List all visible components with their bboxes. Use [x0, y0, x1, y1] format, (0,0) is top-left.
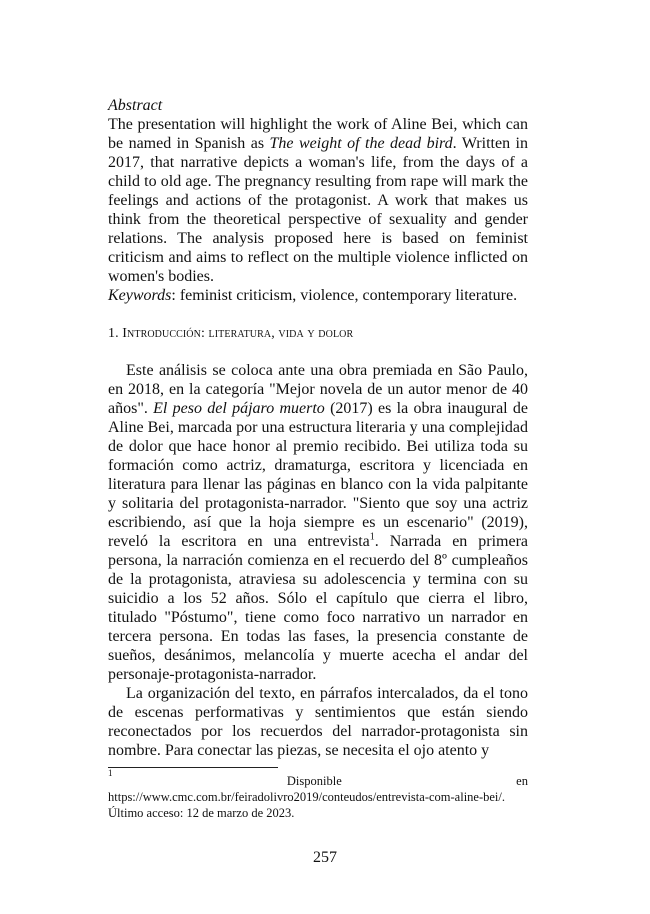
paragraph1-part3: . Narrada en primera persona, la narración comienza en el recuerdo del 8º cumpleaños de la protagonista, atraviesa su adolescencia y termina con su suicidio a los 52 años. Sólo el capítulo que cierra el libro, titulado "Póstumo", tiene como foco narrativo un narrador en tercera persona. En todas las fases, la presencia constante de sueños, desánimos, melancolía y muerte acecha el andar del personaje-protagonista-narrador.: [108, 533, 528, 683]
abstract-text-part1: The presentation will highlight the work of Aline Bei, which can be named in Spanish as: [108, 116, 528, 152]
footnote-url-text[interactable]: https://www.cmc.com.br/feiradolivro2019/conteudos/entrevista-com-aline-bei/. Último acceso: 12 de marzo de 2023.: [108, 790, 505, 820]
paragraph1-part1: Este análisis se coloca ante una obra premiada en São Paulo, en 2018, en la categoría "Mejor novela de un autor menor de 40 años".: [108, 362, 528, 417]
paragraph1-part2: (2017) es la obra inaugural de Aline Bei, marcada por una estructura literaria y una complejidad de dolor que hace honor al premio recibido. Bei utiliza toda su formación como actriz, dramaturga, escritora y licenciada en literatura para llenar las páginas en blanco con la vida palpitante y solitaria del protagonista-narrador. "Siento que soy una actriz escribiendo, así que la hoja siempre es un escenario" (2019), reveló la escritora en una entrevista: [108, 400, 529, 550]
page-content: [108, 96, 528, 760]
section-title: 1. Introducción: literatura, vida y dolor: [108, 326, 354, 341]
footnote-divider: [108, 767, 278, 768]
body-paragraph-1: [108, 361, 528, 684]
page-number: 257: [313, 849, 337, 866]
footnote-word-en: en: [516, 774, 528, 788]
footnote-reference[interactable]: 1: [369, 531, 375, 543]
keywords-label: Keywords: [108, 287, 172, 304]
paragraph1-book-title: El peso del pájaro muerto: [153, 400, 325, 417]
keywords-line: [108, 286, 528, 305]
abstract-text-part2: . Written in 2017, that narrative depicts a woman's life, from the days of a child to old age. The pregnancy resulting from rape will mark the feelings and actions of the protagonist. A work that makes us think from the theoretical perspective of sexuality and gender relations. The analysis proposed here is based on feminist criticism and aims to reflect on the multiple violence inflicted on women's bodies.: [108, 135, 528, 285]
keywords-text: : feminist criticism, violence, contemporary literature.: [171, 287, 518, 304]
abstract-text: [108, 115, 528, 286]
footnote-first-line: [108, 768, 528, 789]
abstract-book-title: The weight of the dead bird: [269, 135, 453, 152]
footnote: [108, 768, 528, 821]
body-paragraph-2: La organización del texto, en párrafos intercalados, da el tono de escenas performativas y sentimientos que están siendo reconectados por los recuerdos del narrador-protagonista sin nombre. Para conectar las piezas, se necesita el ojo atento y: [108, 685, 528, 759]
abstract-heading: Abstract: [108, 97, 163, 114]
footnote-number: 1: [108, 768, 113, 778]
footnote-word-disponible: Disponible: [286, 774, 342, 788]
